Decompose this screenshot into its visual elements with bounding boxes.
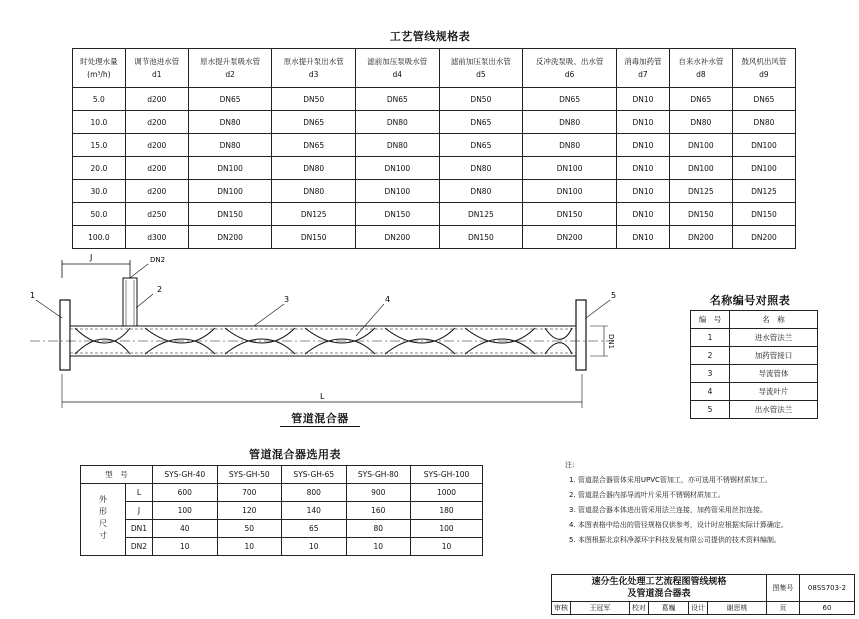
spec-cell: DN200 <box>669 226 732 249</box>
spec-cell: DN10 <box>617 180 670 203</box>
model-header: SYS-GH-50 <box>217 466 282 484</box>
spec-cell: DN65 <box>188 88 272 111</box>
spec-cell: d200 <box>125 134 188 157</box>
spec-cell: DN10 <box>617 203 670 226</box>
table-row <box>73 88 796 111</box>
spec-cell: DN10 <box>617 226 670 249</box>
spec-cell: d200 <box>125 180 188 203</box>
callout-4: 4 <box>385 295 391 304</box>
table-row <box>73 157 796 180</box>
table-row <box>73 226 796 249</box>
spec-cell: DN80 <box>272 180 356 203</box>
design-label: 设计 <box>689 602 708 615</box>
value-cell: 120 <box>217 502 282 520</box>
spec-header-8: 自来水补水管 d8 <box>669 49 732 88</box>
spec-cell: DN125 <box>439 203 523 226</box>
spec-cell: 10.0 <box>73 111 126 134</box>
spec-cell: DN10 <box>617 134 670 157</box>
spec-cell: DN200 <box>732 226 795 249</box>
value-cell: 600 <box>153 484 218 502</box>
value-cell: 160 <box>346 502 411 520</box>
note-item: 4. 本图表格中给出的管径规格仅供参考，设计时应根据实际计算确定。 <box>569 521 788 529</box>
spec-cell: d250 <box>125 203 188 226</box>
spec-table-title: 工艺管线规格表 <box>389 30 471 43</box>
table-row <box>691 401 818 419</box>
value-cell: 10 <box>153 538 218 556</box>
spec-cell: DN80 <box>523 134 617 157</box>
param-cell: DN2 <box>126 538 153 556</box>
spec-header-6: 反冲洗泵吸、出水管 d6 <box>523 49 617 88</box>
value-cell: 900 <box>346 484 411 502</box>
atlas-number: 08SS703-2 <box>800 575 855 602</box>
value-cell: 140 <box>282 502 347 520</box>
dim-l-label: L <box>320 392 325 401</box>
sheet-title: 速分生化处理工艺流程图管线规格 及管道混合器表 <box>552 575 767 602</box>
spec-cell: DN10 <box>617 157 670 180</box>
legend-header: 名 称 <box>730 311 818 329</box>
param-cell: L <box>126 484 153 502</box>
page-number: 60 <box>800 602 855 615</box>
spec-cell: DN125 <box>272 203 356 226</box>
spec-cell: DN150 <box>439 226 523 249</box>
spec-cell: d200 <box>125 157 188 180</box>
outlet-flange <box>576 300 586 370</box>
legend-cell: 5 <box>691 401 730 419</box>
dim-dn2-label: DN2 <box>150 256 166 264</box>
spec-cell: DN125 <box>732 180 795 203</box>
table-row <box>81 484 483 502</box>
table-row <box>73 111 796 134</box>
table-row <box>81 502 483 520</box>
spec-cell: 20.0 <box>73 157 126 180</box>
spec-header-3: 原水提升泵出水管 d3 <box>272 49 356 88</box>
spec-cell: DN80 <box>356 134 440 157</box>
spec-cell: 100.0 <box>73 226 126 249</box>
spec-cell: DN100 <box>356 157 440 180</box>
spec-cell: DN80 <box>272 157 356 180</box>
spec-cell: DN65 <box>439 111 523 134</box>
spec-cell: DN150 <box>669 203 732 226</box>
table-row <box>691 365 818 383</box>
spec-cell: DN80 <box>356 111 440 134</box>
spec-cell: DN80 <box>439 180 523 203</box>
legend-title: 名称编号对照表 <box>709 294 791 307</box>
callout-3: 3 <box>284 295 290 304</box>
spec-cell: DN50 <box>439 88 523 111</box>
spec-cell: d200 <box>125 88 188 111</box>
table-row <box>73 203 796 226</box>
spec-header-9: 鼓风机出风管 d9 <box>732 49 795 88</box>
spec-cell: DN65 <box>356 88 440 111</box>
spec-cell: DN65 <box>523 88 617 111</box>
value-cell: 65 <box>282 520 347 538</box>
spec-cell: DN100 <box>356 180 440 203</box>
model-header: SYS-GH-40 <box>153 466 218 484</box>
value-cell: 10 <box>346 538 411 556</box>
legend-table <box>690 310 818 419</box>
spec-cell: DN65 <box>272 111 356 134</box>
notes <box>565 458 850 548</box>
note-item: 1. 管道混合器管体采用UPVC管加工，亦可选用不锈钢材质加工。 <box>569 476 772 484</box>
spec-cell: DN100 <box>188 180 272 203</box>
table-row <box>81 538 483 556</box>
spec-cell: DN200 <box>188 226 272 249</box>
spec-cell: DN100 <box>669 157 732 180</box>
table-row <box>691 347 818 365</box>
spec-header-7: 消毒加药管 d7 <box>617 49 670 88</box>
spec-cell: DN200 <box>356 226 440 249</box>
legend-cell: 3 <box>691 365 730 383</box>
spec-cell: DN150 <box>732 203 795 226</box>
legend-cell: 出水管法兰 <box>730 401 818 419</box>
legend-cell: 2 <box>691 347 730 365</box>
spec-cell: DN65 <box>272 134 356 157</box>
spec-header-4: 滤前加压泵吸水管 d4 <box>356 49 440 88</box>
value-cell: 40 <box>153 520 218 538</box>
spec-cell: DN100 <box>669 134 732 157</box>
value-cell: 700 <box>217 484 282 502</box>
callout-1: 1 <box>30 291 36 300</box>
spec-header-0: 时处理水量 (m³/h) <box>73 49 126 88</box>
spec-cell: DN65 <box>732 88 795 111</box>
dosing-pipe <box>123 278 137 328</box>
value-cell: 100 <box>153 502 218 520</box>
spec-cell: DN150 <box>188 203 272 226</box>
spec-cell: DN80 <box>732 111 795 134</box>
spec-cell: d200 <box>125 111 188 134</box>
spec-cell: 50.0 <box>73 203 126 226</box>
legend-cell: 进水管法兰 <box>730 329 818 347</box>
legend-cell: 1 <box>691 329 730 347</box>
selection-title: 管道混合器选用表 <box>249 448 341 461</box>
inlet-flange <box>60 300 70 370</box>
spec-cell: DN150 <box>356 203 440 226</box>
param-cell: J <box>126 502 153 520</box>
spec-cell: DN80 <box>188 134 272 157</box>
spec-cell: DN80 <box>188 111 272 134</box>
selection-header-label: 型 号 <box>81 466 153 484</box>
callout-2: 2 <box>157 285 163 294</box>
value-cell: 100 <box>411 520 483 538</box>
value-cell: 10 <box>282 538 347 556</box>
note-item: 3. 管道混合器本体进出管采用法兰连接，加药管采用丝扣连接。 <box>569 506 767 514</box>
page-label: 页 <box>767 602 800 615</box>
spec-cell: DN125 <box>669 180 732 203</box>
selection-table <box>80 465 483 556</box>
dim-dn1-label: DN1 <box>607 334 615 350</box>
value-cell: 1000 <box>411 484 483 502</box>
spec-cell: DN65 <box>439 134 523 157</box>
spec-cell: DN80 <box>439 157 523 180</box>
review-label: 审核 <box>552 602 571 615</box>
dim-j-label: J <box>90 253 93 262</box>
reviewer: 王冠军 <box>571 602 630 615</box>
spec-cell: DN100 <box>523 180 617 203</box>
spec-cell: 30.0 <box>73 180 126 203</box>
selection-side-label: 外形尺寸 <box>81 484 126 556</box>
legend-cell: 导流管体 <box>730 365 818 383</box>
spec-cell: DN100 <box>188 157 272 180</box>
spec-cell: 15.0 <box>73 134 126 157</box>
value-cell: 10 <box>217 538 282 556</box>
spec-cell: d300 <box>125 226 188 249</box>
spec-header-2: 原水提升泵吸水管 d2 <box>188 49 272 88</box>
note-item: 2. 管道混合器内部导流叶片采用不锈钢材质加工。 <box>569 491 725 499</box>
legend-cell: 加药管接口 <box>730 347 818 365</box>
table-row <box>691 329 818 347</box>
note-item: 5. 本图根据北京科净源环宇科技发展有限公司提供的技术资料编制。 <box>569 536 781 544</box>
spec-cell: DN10 <box>617 111 670 134</box>
mixer-title: 管道混合器 <box>280 410 360 427</box>
model-header: SYS-GH-65 <box>282 466 347 484</box>
spec-cell: 5.0 <box>73 88 126 111</box>
value-cell: 80 <box>346 520 411 538</box>
spec-cell: DN100 <box>523 157 617 180</box>
spec-header-1: 调节池进水管 d1 <box>125 49 188 88</box>
spec-cell: DN200 <box>523 226 617 249</box>
proofer: 葛巍 <box>648 602 688 615</box>
spec-cell: DN50 <box>272 88 356 111</box>
value-cell: 180 <box>411 502 483 520</box>
notes-heading: 注: <box>565 461 575 469</box>
title-block <box>551 574 855 615</box>
spec-table <box>72 48 796 249</box>
model-header: SYS-GH-100 <box>411 466 483 484</box>
spec-cell: DN100 <box>732 134 795 157</box>
spec-cell: DN10 <box>617 88 670 111</box>
atlas-label: 图集号 <box>767 575 800 602</box>
model-header: SYS-GH-80 <box>346 466 411 484</box>
param-cell: DN1 <box>126 520 153 538</box>
table-row <box>73 180 796 203</box>
legend-cell: 导流叶片 <box>730 383 818 401</box>
value-cell: 10 <box>411 538 483 556</box>
proof-label: 校对 <box>629 602 648 615</box>
callout-5: 5 <box>611 291 617 300</box>
spec-cell: DN65 <box>669 88 732 111</box>
legend-header: 编 号 <box>691 311 730 329</box>
value-cell: 50 <box>217 520 282 538</box>
spec-cell: DN100 <box>732 157 795 180</box>
value-cell: 800 <box>282 484 347 502</box>
table-row <box>73 134 796 157</box>
table-row <box>691 383 818 401</box>
designer: 谢思桃 <box>708 602 767 615</box>
spec-cell: DN150 <box>523 203 617 226</box>
table-row <box>81 520 483 538</box>
legend-cell: 4 <box>691 383 730 401</box>
spec-header-5: 滤前加压泵出水管 d5 <box>439 49 523 88</box>
spec-cell: DN80 <box>669 111 732 134</box>
spec-cell: DN80 <box>523 111 617 134</box>
spec-cell: DN150 <box>272 226 356 249</box>
